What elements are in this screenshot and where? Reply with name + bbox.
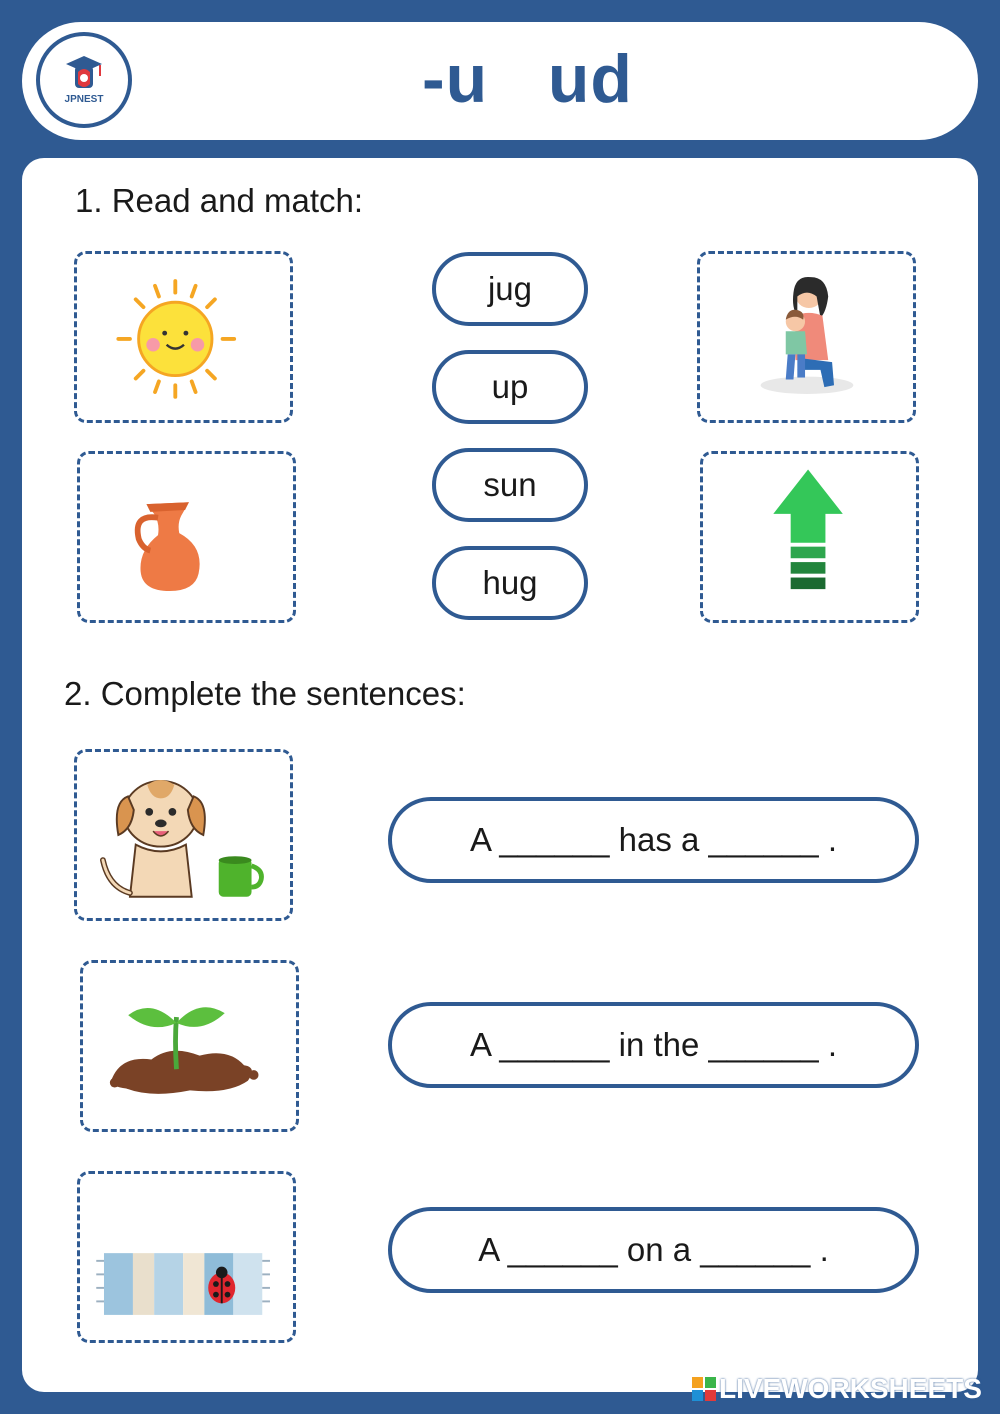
sentence-1[interactable]: A ______ has a ______ . <box>388 797 919 883</box>
jpnest-logo <box>36 32 132 128</box>
up-arrow-picture <box>700 451 919 623</box>
section2-heading: 2. Complete the sentences: <box>64 675 466 712</box>
bud-in-mud-picture <box>80 960 299 1132</box>
section1-heading: 1. Read and match: <box>75 182 364 219</box>
pup-with-cup-picture <box>74 749 293 921</box>
liveworksheets-logo-icon <box>692 1377 716 1401</box>
sun-picture <box>74 251 293 423</box>
word-pill-up[interactable]: up <box>432 350 588 424</box>
jug-picture <box>77 451 296 623</box>
watermark-text: LIVEWORKSHEETS <box>719 1373 982 1404</box>
word-pill-jug[interactable]: jug <box>432 252 588 326</box>
header-banner <box>22 22 978 140</box>
liveworksheets-watermark <box>692 1372 982 1406</box>
logo-text: JPNEST <box>64 94 104 105</box>
sentence-2[interactable]: A ______ in the ______ . <box>388 1002 919 1088</box>
bug-on-rug-picture <box>77 1171 296 1343</box>
word-pill-sun[interactable]: sun <box>432 448 588 522</box>
page-title: -u ud <box>422 41 633 117</box>
sentence-3[interactable]: A ______ on a ______ . <box>388 1207 919 1293</box>
word-pill-hug[interactable]: hug <box>432 546 588 620</box>
hug-picture <box>697 251 916 423</box>
